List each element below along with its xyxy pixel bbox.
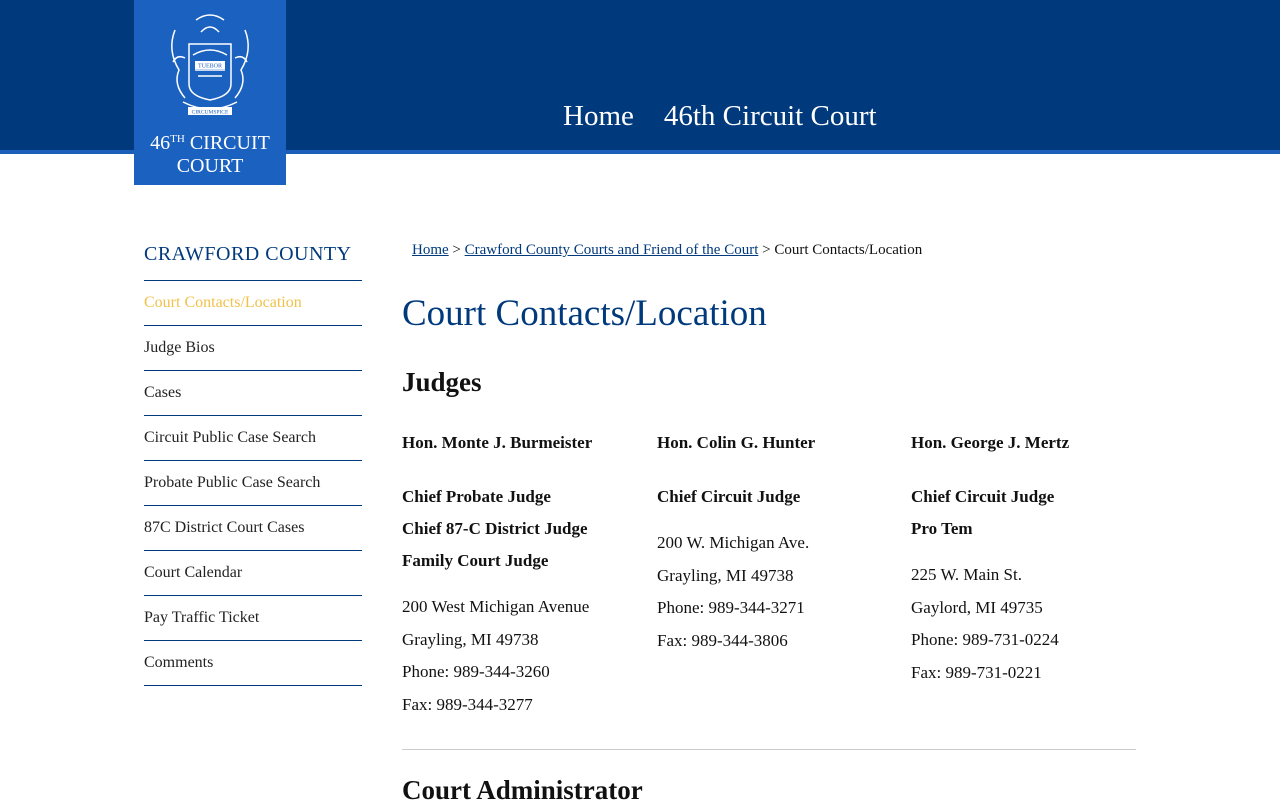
page-title: Court Contacts/Location (402, 293, 767, 334)
sidebar-item-judge-bios[interactable]: Judge Bios (144, 339, 215, 356)
sidebar-item (144, 596, 362, 641)
court-administrator-heading: Court Administrator (402, 775, 643, 805)
judge-role: Chief Probate Judge (402, 487, 551, 506)
judge-name: Hon. George J. Mertz (911, 433, 1070, 452)
sidebar-item (144, 551, 362, 596)
judge-role: Chief Circuit Judge (657, 487, 801, 506)
judge-city: Gaylord, MI 49735 (911, 597, 1043, 617)
judge-card (911, 433, 1151, 689)
sidebar-item (144, 461, 362, 506)
sidebar-item (144, 641, 362, 686)
breadcrumb-current: Court Contacts/Location (774, 242, 923, 258)
svg-text:TUEBOR: TUEBOR (198, 63, 222, 70)
logo-text: 46TH CIRCUIT COURT (150, 132, 270, 177)
sidebar-item (144, 416, 362, 461)
sidebar-item-comments[interactable]: Comments (144, 654, 214, 671)
judge-phone: Phone: 989-731-0224 (911, 630, 1059, 649)
judge-roles (657, 481, 897, 513)
judge-roles (402, 481, 642, 577)
judge-name: Hon. Colin G. Hunter (657, 433, 816, 452)
sidebar-item-87c-district-cases[interactable]: 87C District Court Cases (144, 519, 305, 536)
breadcrumb-crawford-link[interactable]: Crawford County Courts and Friend of the Court (464, 242, 759, 258)
nav-46th-circuit-court-link[interactable]: 46th Circuit Court (663, 100, 877, 132)
sidebar-menu (144, 281, 362, 686)
judge-city: Grayling, MI 49738 (402, 629, 539, 649)
judge-phone: Phone: 989-344-3260 (402, 662, 550, 681)
breadcrumb (412, 242, 922, 259)
judge-city: Grayling, MI 49738 (657, 565, 794, 585)
sidebar-item-pay-traffic-ticket[interactable]: Pay Traffic Ticket (144, 609, 260, 626)
sidebar-item-cases[interactable]: Cases (144, 384, 182, 401)
judge-role: Chief 87-C District Judge (402, 519, 588, 538)
judge-roles (911, 481, 1151, 545)
nav-home-link[interactable]: Home (563, 100, 634, 132)
judge-name: Hon. Monte J. Burmeister (402, 433, 593, 452)
breadcrumb-separator: > (762, 242, 771, 258)
judge-fax: Fax: 989-344-3806 (657, 630, 788, 650)
judge-role: Chief Circuit Judge (911, 487, 1055, 506)
judge-role: Family Court Judge (402, 551, 549, 570)
sidebar-item (144, 326, 362, 371)
sidebar-item-probate-case-search[interactable]: Probate Public Case Search (144, 474, 321, 491)
judge-fax: Fax: 989-731-0221 (911, 662, 1042, 682)
sidebar-item-court-contacts[interactable]: Court Contacts/Location (144, 294, 302, 311)
breadcrumb-separator: > (452, 242, 461, 258)
judge-fax: Fax: 989-344-3277 (402, 694, 533, 714)
judge-role: Pro Tem (911, 519, 973, 538)
sidebar-item-circuit-case-search[interactable]: Circuit Public Case Search (144, 429, 316, 446)
svg-text:CIRCUMSPICE: CIRCUMSPICE (191, 109, 229, 116)
judge-address: 200 West Michigan Avenue (402, 597, 590, 616)
sidebar-item-court-calendar[interactable]: Court Calendar (144, 564, 243, 581)
sidebar-title: CRAWFORD COUNTY (144, 243, 362, 281)
judge-contact (911, 559, 1151, 689)
judge-card (657, 433, 897, 657)
sidebar-item (144, 506, 362, 551)
judge-phone: Phone: 989-344-3271 (657, 598, 805, 617)
judge-address: 200 W. Michigan Ave. (657, 533, 810, 552)
judge-contact (657, 527, 897, 657)
site-logo[interactable] (134, 0, 286, 185)
breadcrumb-home-link[interactable]: Home (412, 242, 449, 258)
sidebar-item (144, 281, 362, 326)
sidebar (144, 243, 362, 686)
sidebar-item (144, 371, 362, 416)
judge-card (402, 433, 642, 721)
judge-contact (402, 591, 642, 721)
top-nav (563, 100, 877, 133)
judge-address: 225 W. Main St. (911, 565, 1022, 584)
section-divider (402, 749, 1136, 750)
michigan-seal-icon (163, 10, 257, 120)
judges-heading: Judges (402, 367, 482, 397)
